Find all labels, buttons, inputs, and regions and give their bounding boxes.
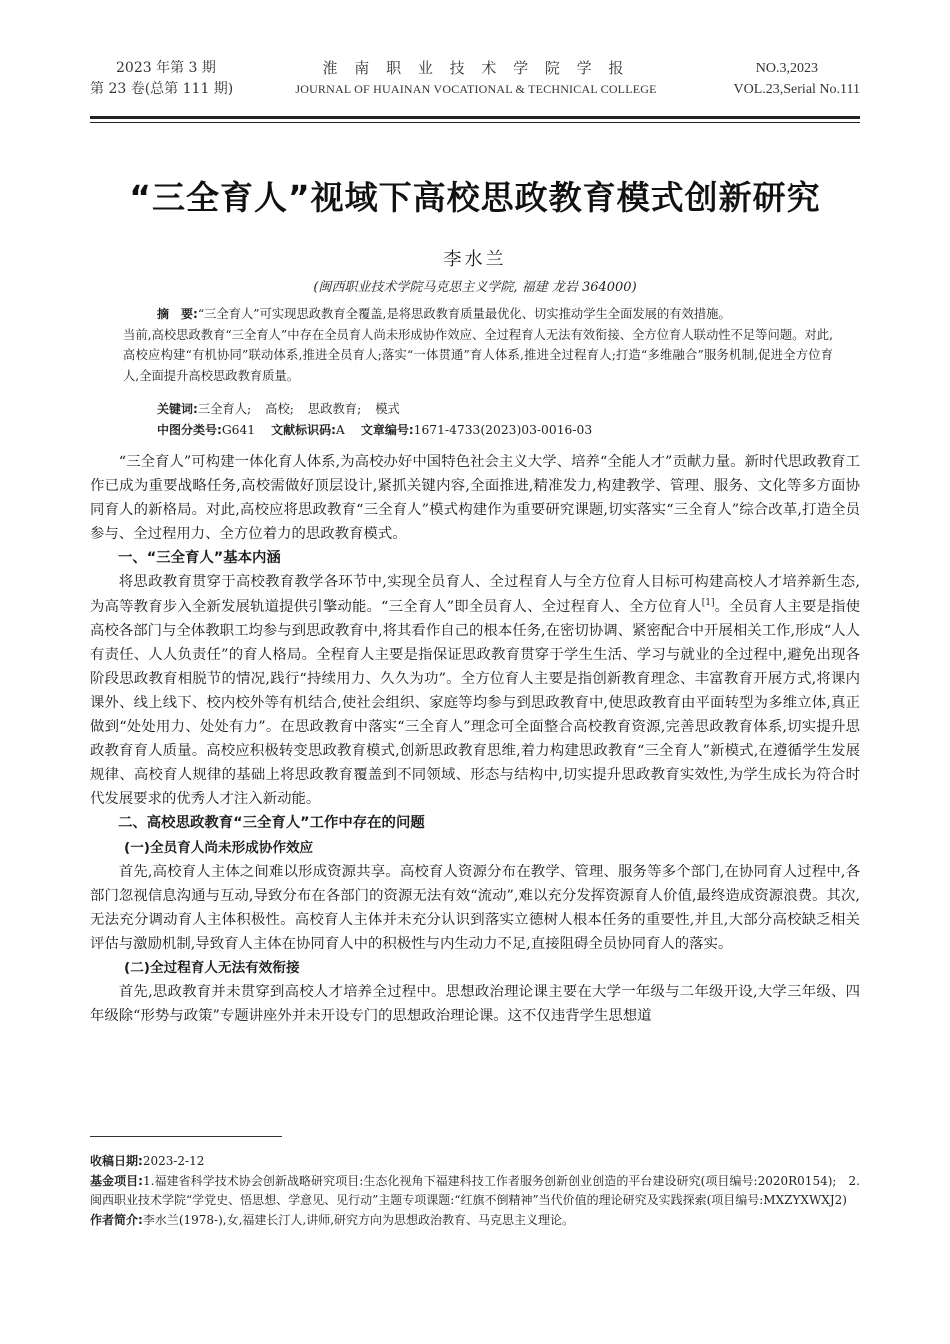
issue-number-cn: 2023 年第 3 期 [116, 60, 216, 76]
author-affiliation: (闽西职业技术学院马克思主义学院, 福建 龙岩 364000) [313, 280, 637, 295]
doc-code-label: 文献标识码: [271, 423, 336, 437]
header-rule-thick [90, 116, 860, 119]
received-date [90, 1152, 860, 1172]
citation-ref[interactable]: [1] [701, 597, 715, 608]
footnotes [90, 1152, 860, 1230]
abstract [123, 304, 833, 386]
abstract-label: 摘 要: [157, 307, 198, 321]
clc-label: 中图分类号: [157, 423, 222, 437]
abstract-text-first: “三全育人”可实现思政教育全覆盖,是将思政教育质量最优化、切实推动学生全面发展的有效措施。 [197, 307, 731, 321]
keywords [157, 399, 400, 417]
intro-paragraph: “三全育人”可构建一体化育人体系,为高校办好中国特色社会主义大学、培养“全能人才”贡献力量。新时代思政教育工作已成为重要战略任务,高校需做好顶层设计,紧抓关键内容,全面推进,精准发力,构建教学、管理、服务、文化等多方面协同育人的新格局。对此,高校应将思政教育“三全育人”模式构建作为重要研究课题,切实落实“三全育人”综合改革,打造全员参与、全过程用力、全方位着力的思政教育模式。 [90, 454, 860, 543]
keywords-label: 关键词: [157, 402, 198, 416]
subsection1-paragraph: 首先,高校育人主体之间难以形成资源共享。高校育人资源分布在教学、管理、服务等多个部门,在协同育人过程中,各部门忽视信息沟通与互动,导致分布在各部门的资源无法有效“流动”,难以充分发挥资源育人价值,最终造成资源浪费。其次,无法充分调动育人主体积极性。高校育人主体并未充分认识到落实立德树人根本任务的重要性,并且,大部分高校缺乏相关评估与激励机制,导致育人主体在协同育人中的积极性与内生动力不足,直接阻碍全员协同育人的落实。 [90, 863, 860, 952]
subsection-heading-1: (一)全员育人尚未形成协作效应 [124, 839, 314, 856]
footnote-rule [90, 1136, 282, 1137]
running-header [90, 58, 860, 104]
classification-line [157, 421, 592, 438]
received-label: 收稿日期: [90, 1154, 143, 1168]
article-id-label: 文章编号: [360, 423, 414, 437]
abstract-text-rest: 当前,高校思政教育“三全育人”中存在全员育人尚未形成协作效应、全过程育人无法有效衔接、全方位育人联动性不足等问题。对此,高校应构建“有机协同”联动体系,推进全员育人;落实“一体贯通”育人体系,推进全过程育人;打造“多维融合”服务机制,促进全方位育人,全面提升高校思政教育质量。 [123, 327, 833, 383]
journal-name-cn: 淮 南 职 业 技 术 学 院 学 报 [322, 59, 630, 77]
author-bio-label: 作者简介: [90, 1212, 143, 1227]
journal-name-en: JOURNAL OF HUAINAN VOCATIONAL & TECHNICAL COLLEGE [295, 82, 657, 96]
header-issue-cn [90, 58, 233, 100]
section1-paragraph [90, 570, 860, 811]
fund-info [90, 1172, 860, 1211]
author-bio-value: 李水兰(1978-),女,福建长汀人,讲师,研究方向为思想政治教育、马克思主义理论。 [142, 1212, 575, 1227]
keyword: 思政教育; [307, 402, 362, 416]
section-heading-2: 二、高校思政教育“三全育人”工作中存在的问题 [118, 815, 425, 832]
header-rule-thin [90, 122, 860, 123]
fund-value: 1.福建省科学技术协会创新战略研究项目:生态化视角下福建科技工作者服务创新创业创造的平台建设研究(项目编号:2020R0154); 2.闽西职业技术学院“学党史、悟思想、学意见、见行动”主题专项课题:“红旗不倒精神”当代价值的理论研究及实践探索(项目编号:MXZYXWXJ2) [90, 1173, 860, 1208]
article-id-value: 1671-4733(2023)03-0016-03 [413, 423, 593, 437]
abstract-first-line [123, 304, 833, 325]
subsection-heading-2: (二)全过程育人无法有效衔接 [124, 959, 300, 976]
article-body [90, 450, 860, 1028]
received-value: 2023-2-12 [142, 1154, 205, 1168]
header-issue-en [734, 58, 861, 100]
volume-number-cn: 第 23 卷(总第 111 期) [90, 81, 234, 97]
clc-value: G641 [221, 423, 256, 437]
fund-label: 基金项目: [90, 1173, 143, 1188]
section1-text-b: 。全员育人主要是指使高校各部门与全体教职工均参与到思政教育中,将其看作自己的根本任务,在密切协调、紧密配合中开展相关工作,形成“人人有责任、人人负责任”的育人格局。全程育人主要是指保证思政教育贯穿于学生生活、学习与就业的全过程中,避免出现各阶段思政教育相脱节的情况,践行“持续用力、久久为功”。全方位育人主要是指创新教育理念、丰富教育开展方式,将课内课外、线上线下、校内校外等有机结合,使社会组织、家庭等均参与到思政教育中,使思政教育由平面转型为多维立体,真正做到“处处用力、处处有力”。在思政教育中落实“三全育人”理念可全面整合高校教育资源,完善思政教育体系,切实提升思政教育育人质量。高校应积极转变思政教育模式,创新思政教育思维,着力构建思政教育“三全育人”新模式,在遵循学生发展规律、高校育人规律的基础上将思政教育覆盖到不同领域、形态与结构中,切实提升思政教育实效性,为学生成长为符合时代发展要求的优秀人才注入新动能。 [90, 598, 860, 808]
section-heading-1: 一、“三全育人”基本内涵 [118, 550, 281, 567]
doc-code-value: A [335, 423, 345, 437]
keyword: 三全育人; [197, 402, 252, 416]
article-title: “三全育人”视域下高校思政教育模式创新研究 [129, 178, 821, 217]
issue-number-en: NO.3,2023 [755, 61, 818, 76]
volume-number-en: VOL.23,Serial No.111 [733, 82, 860, 97]
subsection2-paragraph: 首先,思政教育并未贯穿到高校人才培养全过程中。思想政治理论课主要在大学一年级与二年级开设,大学三年级、四年级除“形势与政策”专题讲座外并未开设专门的思想政治理论课。这不仅违背学生思想道 [90, 984, 860, 1025]
author-bio [90, 1211, 860, 1231]
journal-name [266, 58, 686, 100]
keyword: 模式 [375, 402, 400, 416]
section1-text-a: 将思政教育贯穿于高校教育教学各环节中,实现全员育人、全过程育人与全方位育人目标可构建高校人才培养新生态,为高等教育步入全新发展轨道提供引擎动能。“三全育人”即全员育人、全过程育人、全方位育人 [90, 574, 860, 615]
article-author: 李水兰 [443, 249, 507, 270]
keyword: 高校; [265, 402, 294, 416]
